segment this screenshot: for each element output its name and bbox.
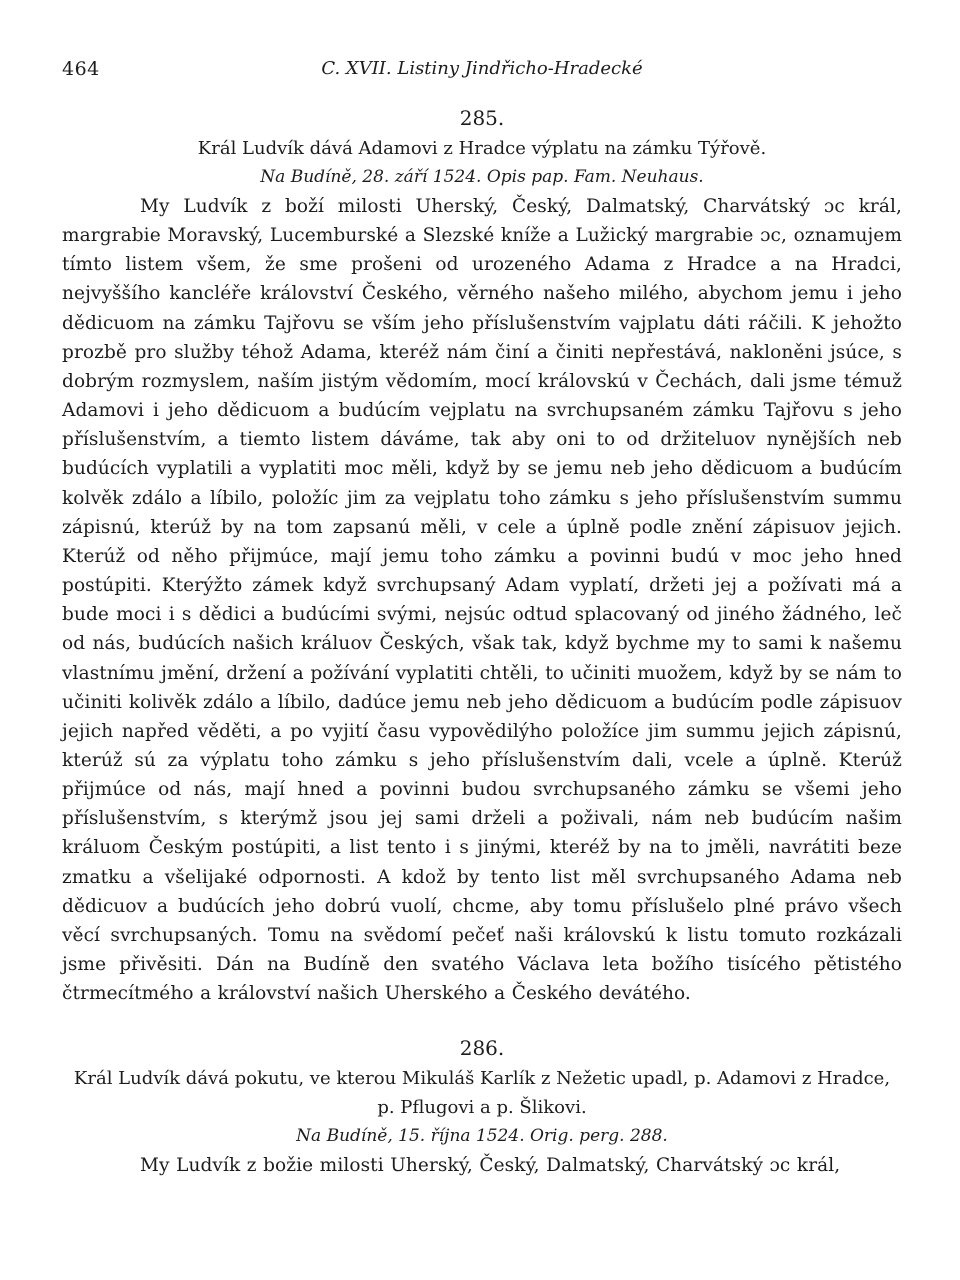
document-286 xyxy=(62,1036,902,1180)
document-source-note: Na Budíně, 15. října 1524. Orig. perg. 288. xyxy=(296,1126,668,1147)
page xyxy=(62,52,902,1181)
document-title-line-2: p. Pflugovi a p. Šlikovi. xyxy=(377,1097,587,1119)
document-body-text: My Ludvík z boží milosti Uherský, Český, Dalmatský, Charvátský ɔc král, margrabie Moravský, Lucemburské a Slezské kníže a Lužický margrabie ɔc, oznamujem tímto listem všem, že sme prošeni od urozeného Adama z Hradce a na Hradci, nejvyššího kancléře království Českého, věrného našeho milého, abychom jemu i jeho dědicuom na zámku Tajřovu se vším jeho příslušenstvím vajplatu dáti ráčili. K jehožto prozbě pro služby téhož Adama, kteréž nám činí a činiti nepřestává, nakloněni jsúce, s dobrým rozmyslem, naším jistým vědomím, mocí královskú v Čechách, dali jsme témuž Adamovi i jeho dědicuom a budúcím vejplatu na svrchupsaném zámku Tajřovu s jeho příslušenstvím, a tiemto listem dáváme, tak aby oni to od držiteluov nynějších neb budúcích vyplatili a vyplatiti moc měli, když by se jemu neb jeho dědicuom a budúcím kolvěk zdálo a líbilo, položíc jim za vejplatu toho zámku s jeho příslušenstvím summu zápisnú, kterúž by na tom zapsanú měli, v cele a úplně podle znění zápisuov jejich. Kterúž od něho přijmúce, mají jemu toho zámku a povinni budú v moc jeho hned postúpiti. Kterýžto zámek když svrchupsaný Adam vyplatí, držeti jej a požívati má a bude moci i s dědici a budúcími svými, nejsúc odtud splacovaný od jiného žádného, leč od nás, budúcích našich králuov Českých, však tak, když bychme my to sami k našemu vlastnímu jmění, držení a požívání vyplatiti chtěli, to učiniti muožem, když by se nám to učiniti kolivěk zdálo a líbilo, dadúce jemu neb jeho dědicuom a budúcím podle zápisuov jejich napřed věděti, a po vyjití času vypovědilýho položíce jim summu jejich zápisnú, kterúž sú za výplatu toho zámku s jeho příslušenstvím dali, vcele a úplně. Kterúž přijmúce od nás, mají hned a povinni budou svrchupsaného zámku se všemi jeho příslušenstvím, s kterýmž jsou jej sami drželi a poživali, nám neb budúcím našim králuom Českým postúpiti, a list tento i s jinými, kteréž by na to jměli, navrátiti beze zmatku a všelijaké odpornosti. A kdož by tento list měl svrchupsaného Adama neb dědicuov a budúcích jeho dobrú vuolí, chcme, aby tomu příslušelo plné právo všech věcí svrchupsaných. Tomu na svědomí pečeť naši královskú k listu tomuto rozkázali jsme přivěsiti. Dán na Budíně den svatého Václava leta božího tisícého pětistého čtrmecítmého a království našich Uherského a Českého devátého. xyxy=(62,196,902,1005)
document-title: Král Ludvík dává Adamovi z Hradce výplatu na zámku Týřově. xyxy=(197,138,767,159)
page-number: 464 xyxy=(62,58,100,80)
running-title: C. XVII. Listiny Jindřicho-Hradecké xyxy=(321,58,643,79)
running-head xyxy=(62,52,902,86)
document-285 xyxy=(62,106,902,1008)
document-number: 285. xyxy=(459,106,505,130)
document-number: 286. xyxy=(459,1036,505,1061)
document-source-note: Na Budíně, 28. září 1524. Opis pap. Fam. Neuhaus. xyxy=(260,167,704,187)
document-title-line-1: Král Ludvík dává pokutu, ve kterou Mikuláš Karlík z Nežetic upadl, p. Adamovi z Hradce, xyxy=(73,1068,891,1090)
document-body-text: My Ludvík z božie milosti Uherský, Český, Dalmatský, Charvátský ɔc král, xyxy=(140,1155,841,1177)
